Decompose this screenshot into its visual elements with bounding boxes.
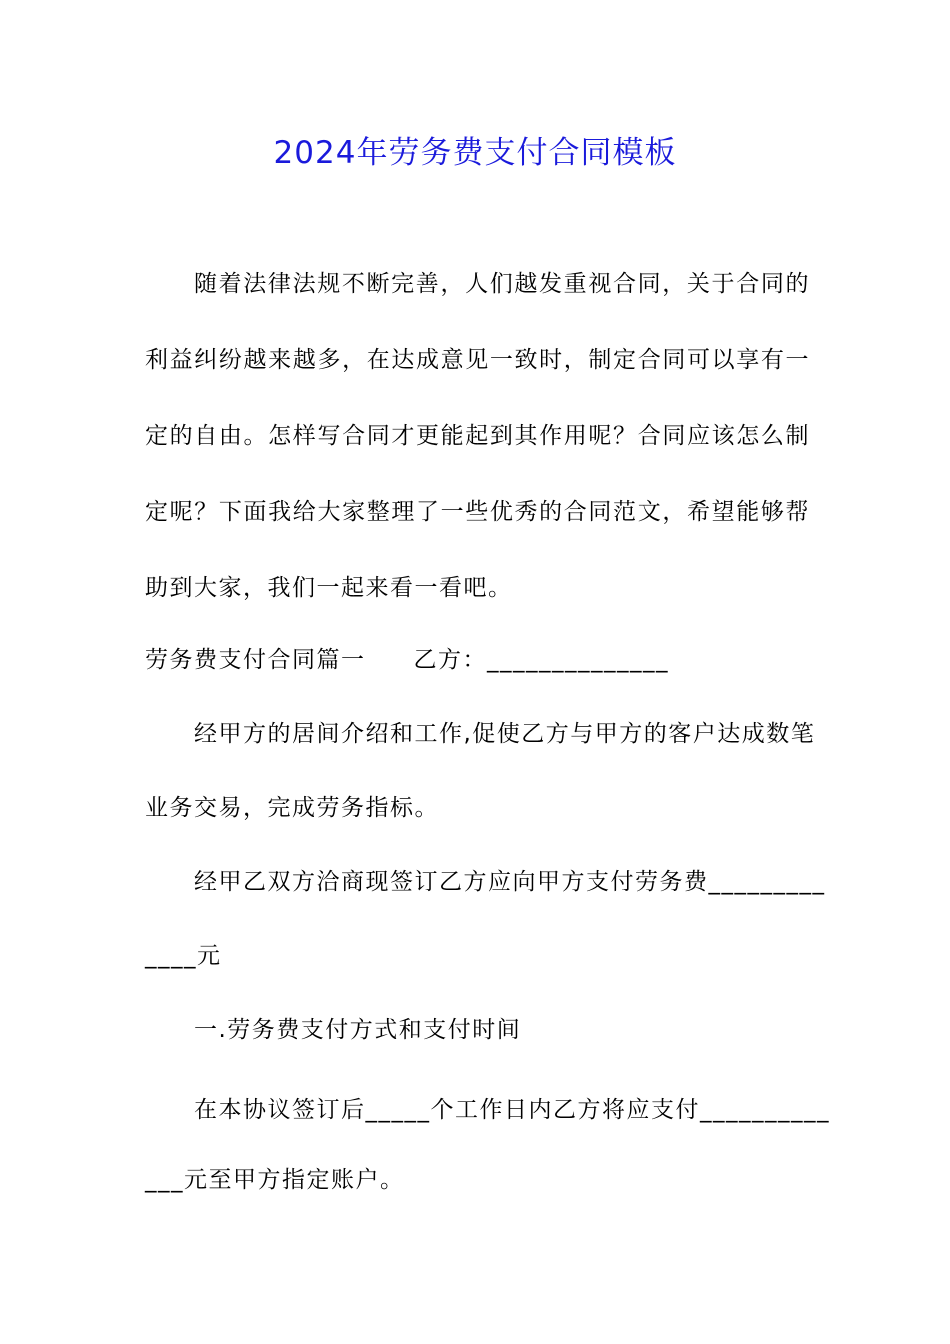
clause-1-line-1: 在本协议签订后_____个工作日内乙方将应支付__________ [194,1097,830,1123]
section-heading: 劳务费支付合同篇一 [145,647,366,673]
party-b-field: 乙方：______________ [413,647,669,673]
section-heading-row [145,643,810,677]
body-p1-line-1: 经甲方的居间介绍和工作,促使乙方与甲方的客户达成数笔 [194,721,816,747]
body-p2-line-2: ____元 [145,943,222,969]
clause-1-line-2: ___元至甲方指定账户。 [145,1167,405,1193]
intro-line-5: 助到大家，我们一起来看一看吧。 [145,575,513,601]
body-p1-line-2: 业务交易，完成劳务指标。 [145,795,439,821]
intro-line-1: 随着法律法规不断完善，人们越发重视合同，关于合同的 [194,271,810,297]
body-p2-line-1: 经甲乙双方洽商现签订乙方应向甲方支付劳务费_________ [194,869,826,895]
intro-line-4: 定呢？下面我给大家整理了一些优秀的合同范文，希望能够帮 [145,499,810,525]
intro-line-2: 利益纠纷越来越多，在达成意见一致时，制定合同可以享有一 [145,347,810,373]
document-title: 2024年劳务费支付合同模板 [273,135,677,171]
clause-1-heading: 一.劳务费支付方式和支付时间 [194,1017,522,1043]
intro-line-3: 定的自由。怎样写合同才更能起到其作用呢？合同应该怎么制 [145,423,810,449]
